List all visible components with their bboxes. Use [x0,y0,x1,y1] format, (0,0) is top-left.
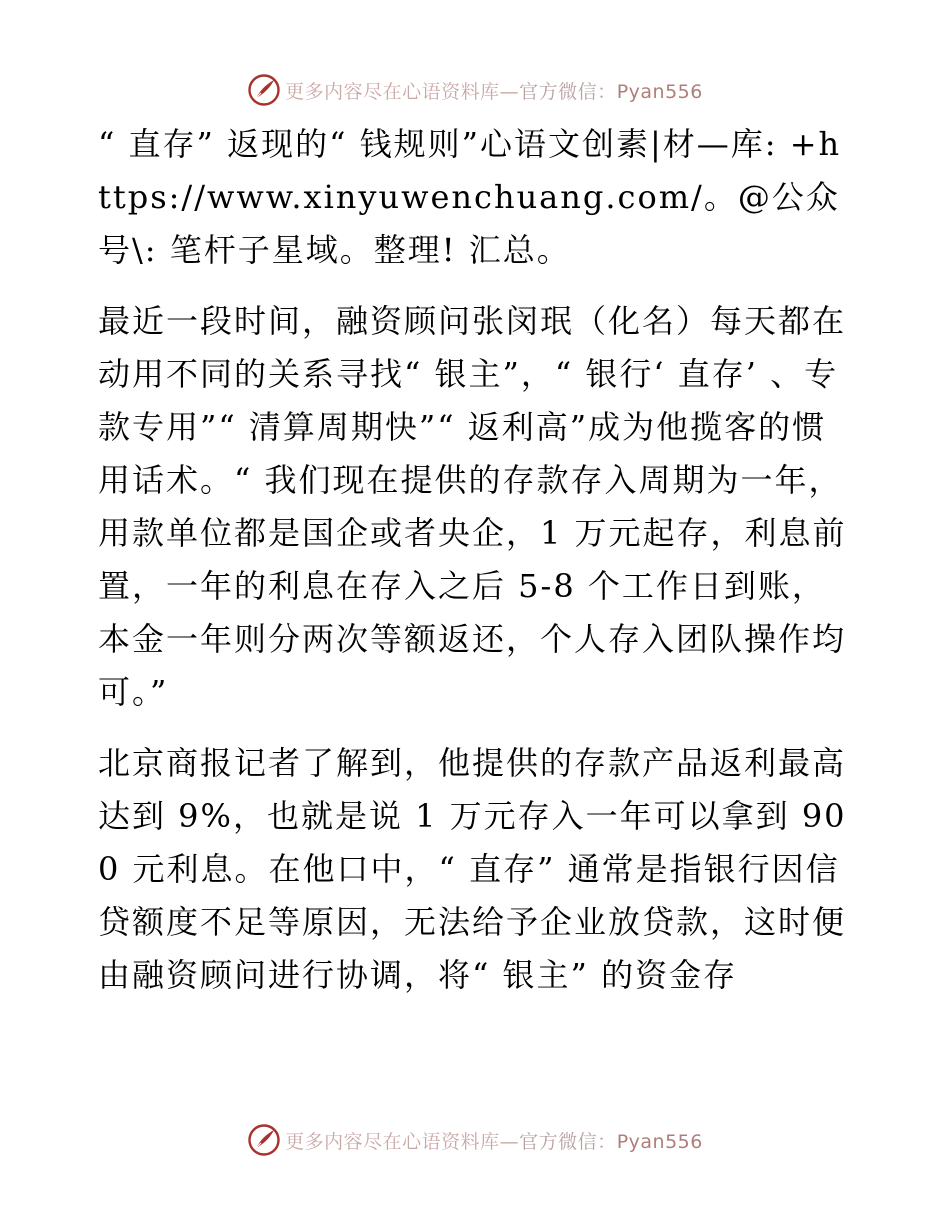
watermark-wechat-id: Pyan556 [616,80,703,103]
watermark-wechat-id: Pyan556 [616,1130,703,1153]
paragraph-1: 最近一段时间，融资顾问张闵珉（化名）每天都在动用不同的关系寻找“ 银主”，“ 银行‘ 直存’ 、专款专用”“ 清算周期快”“ 返利高”成为他揽客的惯用话术。“ 我们现在提供的存款存入周期为一年，用款单位都是国企或者央企，1 万元起存，利息前置，一年的利息在存入之后 5-8 个工作日到账，本金一年则分两次等额返还，个人存入团队操作均可。” [98,302,847,711]
watermark-wechat-label: 官方微信： [519,1130,617,1153]
watermark-dash: — [499,1130,520,1153]
watermark-dash: — [499,80,520,103]
quill-logo-icon [247,1123,281,1157]
paragraph-2: 北京商报记者了解到，他提供的存款产品返利最高达到 9%，也就是说 1 万元存入一年可以拿到 900 元利息。在他口中，“ 直存” 通常是指银行因信贷额度不足等原因，无法给予企业放贷款，这时便由融资顾问进行协调，将“ 银主” 的资金存 [98,744,847,994]
paragraph-title-line: “ 直存” 返现的“ 钱规则”心语文创素|材—库: +https://www.xinyuwenchuang.com/。@公众号\: 笔杆子星域。整理! 汇总。 [98,125,842,269]
watermark-wechat-label: 官方微信： [519,80,617,103]
watermark-text [285,1127,703,1154]
header-watermark [0,70,950,110]
watermark-site-text: 更多内容尽在心语资料库 [285,1130,500,1153]
article-body [98,118,850,1002]
watermark-site-text: 更多内容尽在心语资料库 [285,80,500,103]
quill-logo-icon [247,73,281,107]
watermark-text [285,77,703,104]
footer-watermark [0,1120,950,1160]
